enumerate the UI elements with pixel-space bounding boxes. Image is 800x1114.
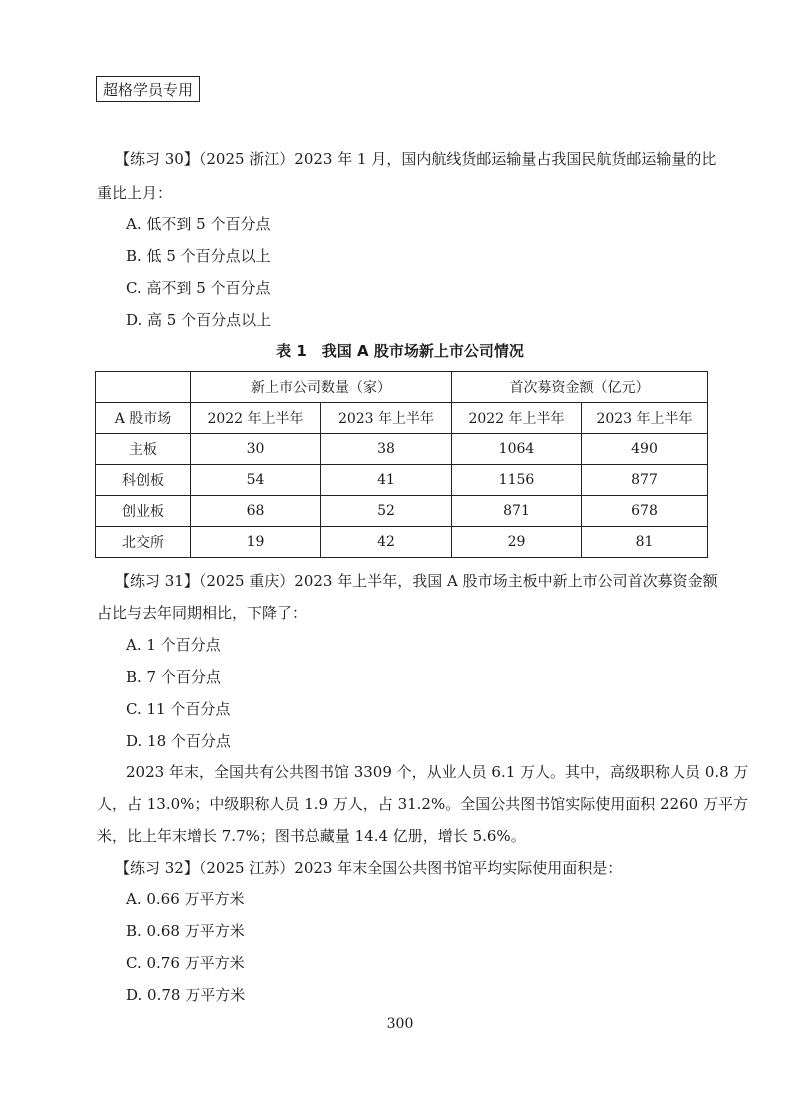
table-cell: 52 [321, 496, 452, 527]
table-cell: 42 [321, 527, 452, 558]
table-group-header-row [96, 372, 708, 403]
table-cell: 877 [582, 465, 708, 496]
table-cell: 54 [191, 465, 321, 496]
table-title: 表 1 我国 A 股市场新上市公司情况 [276, 342, 524, 360]
sub-header: 2022 年上半年 [452, 403, 582, 434]
q30-option-c: C. 高不到 5 个百分点 [126, 279, 271, 297]
passage-line2: 人，占 13.0%；中级职称人员 1.9 万人，占 31.2%。全国公共图书馆实际使用面积 2260 万平方 [97, 795, 748, 813]
table-cell: 490 [582, 434, 708, 465]
q30-stem-line1: 【练习 30】（2025 浙江）2023 年 1 月，国内航线货邮运输量占我国民航货邮运输量的比 [115, 150, 717, 168]
q30-option-b: B. 低 5 个百分点以上 [126, 247, 271, 265]
group-header-funds: 首次募资金额（亿元） [452, 372, 708, 403]
table-cell: 29 [452, 527, 582, 558]
table-cell: 30 [191, 434, 321, 465]
table-corner-cell [96, 372, 191, 403]
row-name: 主板 [96, 434, 191, 465]
row-name: 科创板 [96, 465, 191, 496]
row-name: 北交所 [96, 527, 191, 558]
passage-line3: 米，比上年末增长 7.7%；图书总藏量 14.4 亿册，增长 5.6%。 [97, 827, 526, 845]
table-row [96, 465, 708, 496]
table-cell: 41 [321, 465, 452, 496]
table-cell: 1156 [452, 465, 582, 496]
sub-header: 2023 年上半年 [321, 403, 452, 434]
data-table [95, 371, 708, 558]
table-row [96, 434, 708, 465]
q31-option-c: C. 11 个百分点 [126, 700, 231, 718]
q31-option-d: D. 18 个百分点 [126, 732, 231, 750]
table-cell: 68 [191, 496, 321, 527]
q32-option-d: D. 0.78 万平方米 [126, 986, 246, 1004]
group-header-count: 新上市公司数量（家） [191, 372, 452, 403]
sub-header: 2022 年上半年 [191, 403, 321, 434]
table-cell: 871 [452, 496, 582, 527]
table-cell: 678 [582, 496, 708, 527]
table-cell: 1064 [452, 434, 582, 465]
q31-option-b: B. 7 个百分点 [126, 668, 221, 686]
q30-option-d: D. 高 5 个百分点以上 [126, 311, 272, 329]
table-sub-header-row [96, 403, 708, 434]
row-name: 创业板 [96, 496, 191, 527]
table-row [96, 496, 708, 527]
table-cell: 81 [582, 527, 708, 558]
q31-stem-line2: 占比与去年同期相比，下降了： [97, 604, 308, 622]
q32-stem: 【练习 32】（2025 江苏）2023 年末全国公共图书馆平均实际使用面积是： [115, 859, 623, 877]
row-header-label: A 股市场 [96, 403, 191, 434]
q31-stem-line1: 【练习 31】（2025 重庆）2023 年上半年，我国 A 股市场主板中新上市公司首次募资金额 [115, 572, 718, 590]
sub-header: 2023 年上半年 [582, 403, 708, 434]
q32-option-c: C. 0.76 万平方米 [126, 954, 245, 972]
passage-line1: 2023 年末，全国共有公共图书馆 3309 个，从业人员 6.1 万人。其中，高级职称人员 0.8 万 [126, 763, 749, 781]
q31-option-a: A. 1 个百分点 [126, 636, 221, 654]
watermark-badge: 超格学员专用 [96, 76, 200, 102]
table-cell: 38 [321, 434, 452, 465]
table-row [96, 527, 708, 558]
q32-option-a: A. 0.66 万平方米 [126, 890, 245, 908]
q30-option-a: A. 低不到 5 个百分点 [126, 215, 271, 233]
page-number: 300 [386, 1016, 414, 1032]
q32-option-b: B. 0.68 万平方米 [126, 922, 245, 940]
table-cell: 19 [191, 527, 321, 558]
q30-stem-line2: 重比上月： [97, 184, 173, 202]
